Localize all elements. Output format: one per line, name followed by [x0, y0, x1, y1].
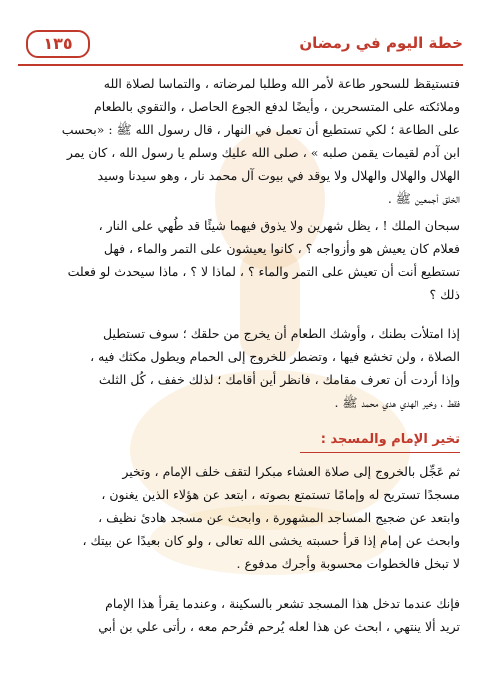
text-line: وابحث عن إمام إذا قرأ حسبته يخشى الله تعالى ، ولو كان بعيدًا عن بيتك ،	[82, 533, 460, 548]
text-line: الصلاة ، ولن تخشع فيها ، وتضطر للخروج إلى الحمام ويطول مكثك فيه ،	[90, 349, 460, 364]
text-line: لا تبخل فالخطوات محسوبة وأجرك مدفوع .	[236, 556, 460, 571]
text-line: على الطاعة ؛ لكي تستطيع أن تعمل في النهار ، قال رسول الله ﷺ : «بحسب	[61, 122, 460, 137]
section-heading-underline	[300, 452, 460, 453]
text-line: إذا امتلأت بطنك ، وأوشك الطعام أن يخرج من حلقك ؛ سوف تستطيل	[103, 326, 460, 341]
paragraph-2	[22, 214, 460, 306]
book-title: خطة اليوم في رمضان	[299, 34, 463, 52]
text-line: ثم عَجِّل بالخروج إلى صلاة العشاء مبكرا لتقف خلف الإمام ، وتخير	[122, 464, 460, 479]
text-line: الخلق أجمعين ﷺ .	[387, 191, 460, 206]
section-heading: تخير الإمام والمسجد :	[320, 432, 460, 447]
text-line: فتستيقظ للسحور طاعة لأمر الله وطلبا لمرضاته ، والتماسا لصلاة الله	[103, 76, 460, 91]
text-line: وملائكته على المتسحرين ، وأيضًا لدفع الجوع الحاصل ، والتقوي بالطعام	[94, 99, 460, 114]
paragraph-3	[22, 322, 460, 414]
text-line: ذلك ؟	[429, 287, 460, 302]
text-line: فعلام كان يعيش هو وأزواجه ؟ ، كانوا يعيشون على التمر والماء ، فهل	[103, 241, 460, 256]
header-divider	[18, 64, 463, 66]
text-line: وإذا أردت أن تعرف مقامك ، فانظر أين أقامك ؛ لذلك خفف ، كُل الثلث	[98, 372, 460, 387]
text-line: فقط ، وخير الهدي هدي محمد ﷺ .	[334, 395, 460, 410]
text-line: مسجدًا تستريح له وإمامًا تستمتع بصوته ، ابتعد عن هؤلاء الذين يغنون ،	[101, 487, 460, 502]
text-line: تستطيع أنت أن تعيش على التمر والماء ؟ ، لماذا لا ؟ ، ماذا سيحدث لو فعلت	[67, 264, 460, 279]
paragraph-5	[22, 592, 460, 638]
paragraph-1	[22, 72, 460, 210]
text-line: سبحان الملك ! ، يظل شهرين ولا يذوق فيهما شيئًا قد طُهي على النار ،	[98, 218, 460, 233]
text-line: فإنك عندما تدخل هذا المسجد تشعر بالسكينة ، وعندما يقرأ هذا الإمام	[105, 596, 460, 611]
paragraph-4	[22, 460, 460, 575]
text-line: الهلال والهلال والهلال ولا يوقد في بيوت آل محمد نار ، وهو سيدنا وسيد	[97, 168, 460, 183]
page-number: ١٣٥	[26, 30, 90, 58]
text-line: وابتعد عن ضجيج المساجد المشهورة ، وابحث عن مسجد هادئ نظيف ،	[98, 510, 460, 525]
page-header	[18, 28, 463, 60]
text-line: ابن آدم لقيمات يقمن صلبه » ، صلى الله عليك وسلم يا رسول الله ، كان يمر	[66, 145, 460, 160]
text-line: تريد ألا ينتهي ، ابحث عن هذا لعله يُرحم فتُرحم معه ، رأتى علي بن أبي	[98, 619, 460, 634]
